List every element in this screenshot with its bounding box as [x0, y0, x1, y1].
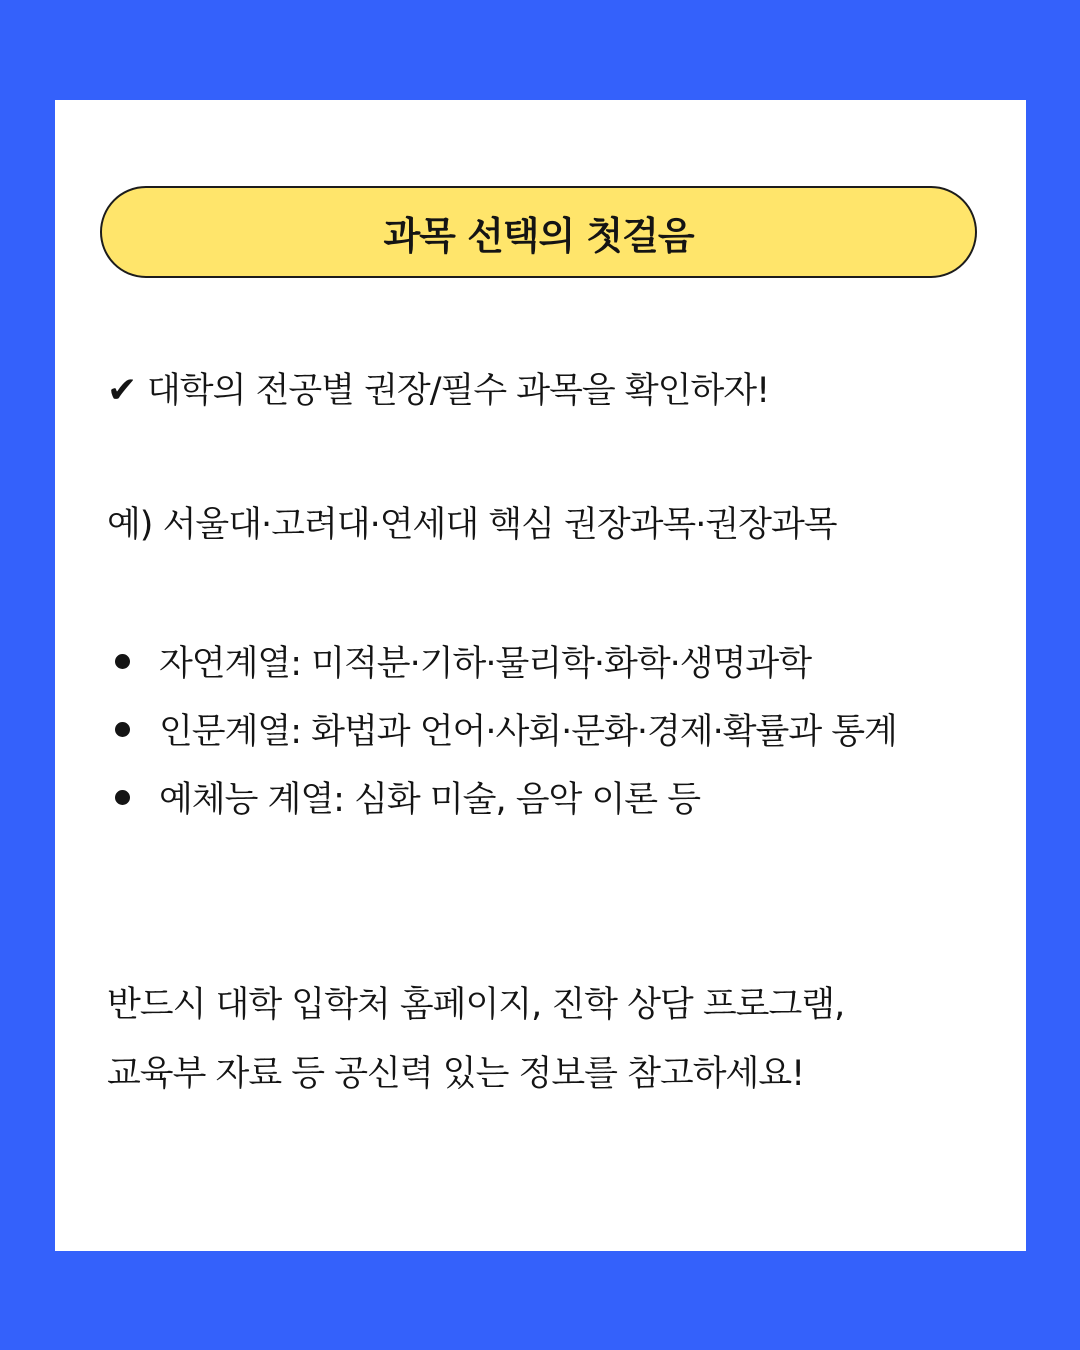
check-line: [107, 369, 769, 413]
example-line: 예) 서울대·고려대·연세대 핵심 권장과목·권장과목: [107, 505, 837, 545]
subject-list: [115, 639, 897, 843]
page-title: 과목 선택의 첫걸음: [383, 213, 694, 258]
content-card: [55, 100, 1026, 1251]
list-item: [115, 775, 897, 819]
bullet-dot-icon: [115, 790, 130, 805]
note-line: 교육부 자료 등 공신력 있는 정보를 참고하세요!: [107, 1054, 805, 1094]
list-item: [115, 707, 897, 751]
title-banner: [100, 186, 977, 278]
bullet-dot-icon: [115, 722, 130, 737]
list-item-text: 예체능 계열: 심화 미술, 음악 이론 등: [159, 780, 701, 820]
list-item-text: 자연계열: 미적분·기하·물리학·화학·생명과학: [159, 644, 812, 684]
check-line-text: 대학의 전공별 권장/필수 과목을 확인하자!: [147, 371, 770, 411]
list-item: [115, 639, 897, 683]
list-item-text: 인문계열: 화법과 언어·사회·문화·경제·확률과 통계: [159, 712, 897, 752]
checkmark-icon: ✔: [107, 370, 137, 411]
note-line: 반드시 대학 입학처 홈페이지, 진학 상담 프로그램,: [107, 985, 845, 1025]
bullet-dot-icon: [115, 654, 130, 669]
